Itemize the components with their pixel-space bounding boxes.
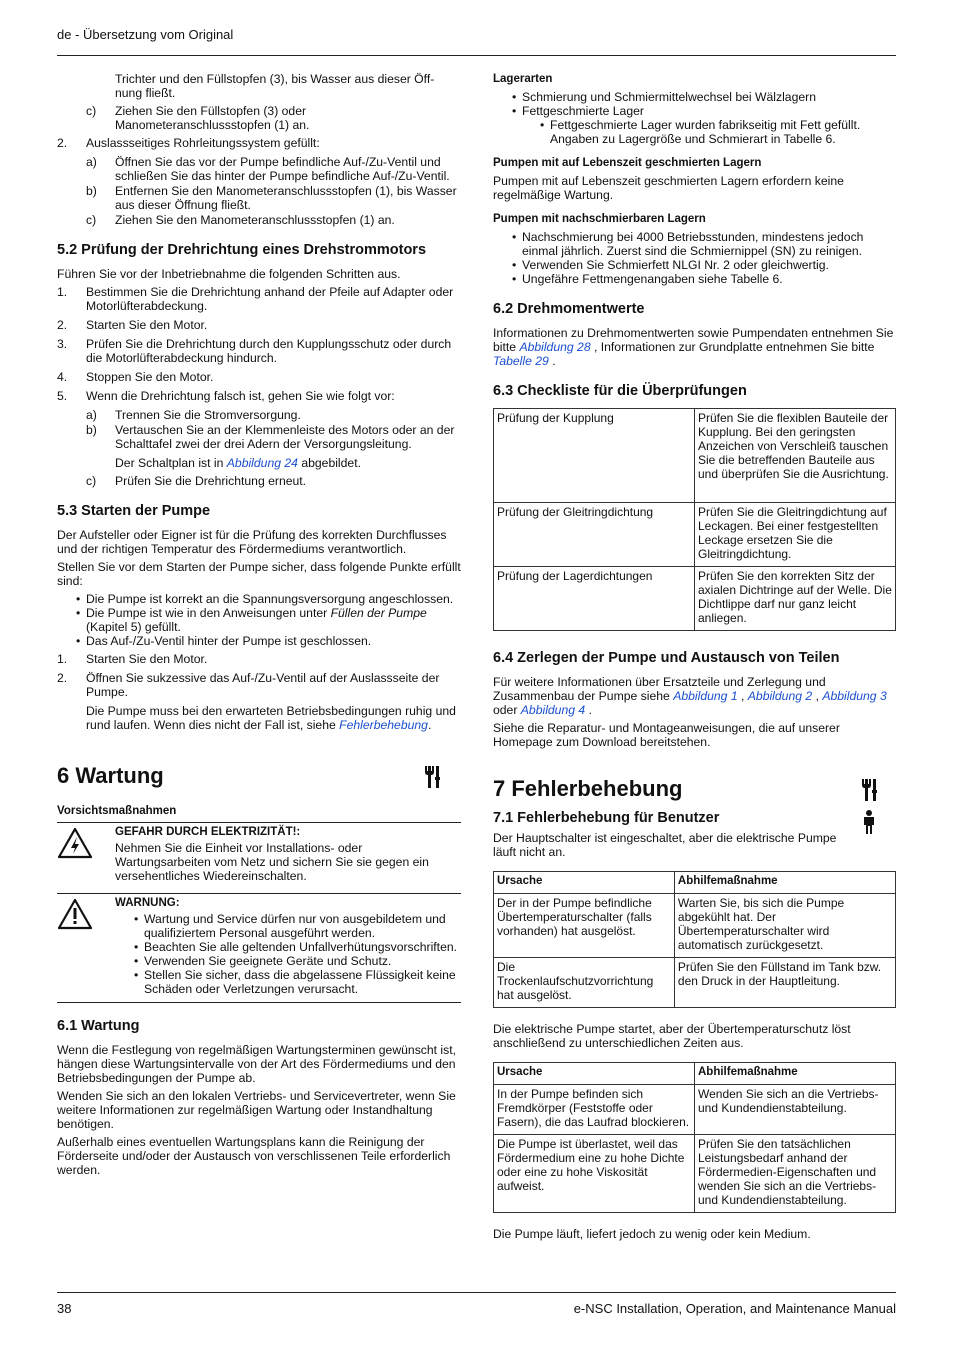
link-fehlerbehebung[interactable]: Fehlerbehebung bbox=[339, 718, 428, 732]
list-item: 2. Starten Sie den Motor. bbox=[57, 318, 208, 332]
paragraph: Informationen zu Drehmomentwerten sowie Pumpendaten entnehmen Sie bitte Abbildung 28 , Informationen zur Grundplatte entnehmen Sie bitte Tabelle 29 . bbox=[493, 326, 894, 368]
list-item: c) Prüfen Sie die Drehrichtung erneut. bbox=[86, 474, 307, 488]
chapter-title-7: 7 Fehlerbehebung bbox=[493, 776, 683, 801]
subheading-vorsicht: Vorsichtsmaßnahmen bbox=[57, 805, 177, 817]
bullet-item: • Wartung und Service dürfen nur von ausgebildetem und qualifiziertem Personal ausgeführt werden. bbox=[134, 912, 461, 940]
table-cell: Der in der Pumpe befindliche Übertemperaturschalter (falls vorhanden) hat ausgelöst. bbox=[494, 894, 675, 958]
paragraph: Die Pumpe läuft, liefert jedoch zu wenig oder kein Medium. bbox=[493, 1227, 811, 1241]
list-item: 4. Stoppen Sie den Motor. bbox=[57, 370, 214, 384]
list-item: a) Trennen Sie die Stromversorgung. bbox=[86, 408, 301, 422]
paragraph: Der Hauptschalter ist eingeschaltet, aber die elektrische Pumpe läuft nicht an. bbox=[493, 831, 837, 859]
list-item: c) Ziehen Sie den Manometeranschlussstopfen (1) an. bbox=[86, 213, 395, 227]
section-title-5-2: 5.2 Prüfung der Drehrichtung eines Drehstrommotors bbox=[57, 242, 427, 258]
table-cell: Die Trockenlaufschutzvorrichtung hat ausgelöst. bbox=[494, 958, 675, 1008]
section-title-6-1: 6.1 Wartung bbox=[57, 1018, 140, 1034]
bullet-item: • Ungefähre Fettmengenangaben siehe Tabelle 6. bbox=[512, 272, 896, 286]
troubleshooting-table-2 bbox=[493, 1062, 896, 1213]
warning-icon bbox=[57, 898, 93, 933]
table-header: Abhilfemaßnahme bbox=[695, 1063, 896, 1085]
table-cell: Prüfen Sie den korrekten Sitz der axialen Dichtringe auf der Welle. Die Dichtlippe darf nur ganz leicht anliegen. bbox=[695, 567, 896, 631]
table-cell: Wenden Sie sich an die Vertriebs- und Kundendienstabteilung. bbox=[695, 1085, 896, 1135]
table-header-row bbox=[494, 872, 896, 894]
electric-hazard-icon bbox=[57, 827, 93, 862]
bullet-item: • Fettgeschmierte Lager wurden fabrikseitig mit Fett gefüllt. Angaben zu Lagergröße und Schmierart in Tabelle 6. bbox=[540, 118, 896, 146]
subsection-7-1 bbox=[493, 809, 896, 859]
paragraph: Der Schaltplan ist in Abbildung 24 abgebildet. bbox=[115, 456, 361, 470]
list-item: 5. Wenn die Drehrichtung falsch ist, gehen Sie wie folgt vor: bbox=[57, 389, 395, 403]
paragraph: Außerhalb eines eventuellen Wartungsplans kann die Reinigung der Förderseite und/oder der Austausch von verschlissenen Teile erforderlich werden. bbox=[57, 1135, 451, 1177]
left-column bbox=[57, 72, 461, 1181]
paragraph: Die Pumpe muss bei den erwarteten Betriebsbedingungen ruhig und rund laufen. Wenn dies nicht der Fall ist, siehe Fehlerbehebung. bbox=[86, 704, 456, 732]
table-row bbox=[494, 409, 896, 503]
link-abbildung-1[interactable]: Abbildung 1 bbox=[673, 689, 738, 703]
danger-title: GEFAHR DURCH ELEKTRIZITÄT!: bbox=[115, 826, 301, 838]
table-cell: Prüfen Sie die Gleitringdichtung auf Leckagen. Bei einer festgestellten Leckage ersetzen Sie die Gleitringdichtung. bbox=[695, 503, 896, 567]
paragraph: Für weitere Informationen über Ersatzteile und Zerlegung und Zusammenbau der Pumpe siehe Abbildung 1 , Abbildung 2 , Abbildung 3 oder Abbildung 4 . bbox=[493, 675, 887, 717]
tools-icon bbox=[423, 764, 441, 793]
bullet-item: • Stellen Sie sicher, dass die abgelassene Flüssigkeit keine Schäden oder Verletzungen verursacht. bbox=[134, 968, 461, 996]
link-abbildung-2[interactable]: Abbildung 2 bbox=[747, 689, 813, 703]
table-cell: Prüfen Sie den Füllstand im Tank bzw. den Druck in der Hauptleitung. bbox=[674, 958, 895, 1008]
table-cell: In der Pumpe befinden sich Fremdkörper (Feststoffe oder Fasern), die das Laufrad blockieren. bbox=[494, 1085, 695, 1135]
paragraph: Die elektrische Pumpe startet, aber der Übertemperaturschutz löst anschließend zu unterschiedlichen Zeiten aus. bbox=[493, 1022, 851, 1050]
continued-text: Trichter und den Füllstopfen (3), bis Wasser aus dieser Öff-nung fließt. bbox=[115, 72, 435, 100]
table-row bbox=[494, 503, 896, 567]
table-cell: Prüfung der Lagerdichtungen bbox=[494, 567, 695, 631]
paragraph: Pumpen mit auf Lebenszeit geschmierten Lagern erfordern keine regelmäßige Wartung. bbox=[493, 174, 844, 202]
chapter-heading bbox=[493, 775, 896, 803]
paragraph: Führen Sie vor der Inbetriebnahme die folgenden Schritten aus. bbox=[57, 267, 401, 281]
bullet-item: • Das Auf-/Zu-Ventil hinter der Pumpe ist geschlossen. bbox=[76, 634, 461, 648]
table-header: Ursache bbox=[494, 1063, 695, 1085]
bullet-item: • Verwenden Sie Schmierfett NLGI Nr. 2 oder gleichwertig. bbox=[512, 258, 896, 272]
list-item: b) Entfernen Sie den Manometeranschlussstopfen (1), bis Wasser aus dieser Öffnung fließt. bbox=[86, 184, 457, 212]
list-item: 2. Öffnen Sie sukzessive das Auf-/Zu-Ventil auf der Auslassseite der Pumpe. bbox=[57, 671, 440, 699]
bullet-item: • Schmierung und Schmiermittelwechsel bei Wälzlagern bbox=[512, 90, 896, 104]
link-abbildung-3[interactable]: Abbildung 3 bbox=[822, 689, 887, 703]
bullet-item: • Die Pumpe ist wie in den Anweisungen unter Füllen der Pumpe (Kapitel 5) gefüllt. bbox=[76, 606, 461, 634]
list-item: c) Ziehen Sie den Füllstopfen (3) oder Manometeranschlussstopfen (1) an. bbox=[86, 104, 310, 132]
paragraph: Siehe die Reparatur- und Montageanweisungen, die auf unserer Homepage zum Download bereitstehen. bbox=[493, 721, 840, 749]
section-title-6-4: 6.4 Zerlegen der Pumpe und Austausch von Teilen bbox=[493, 650, 840, 666]
table-row bbox=[494, 1085, 896, 1135]
page-number: 38 bbox=[57, 1301, 72, 1316]
right-column bbox=[493, 72, 896, 1245]
list-item: b) Vertauschen Sie an der Klemmenleiste des Motors oder an der Schalttafel zwei der drei Adern der Versorgungsleitung. bbox=[86, 423, 455, 451]
bullet-item: • Fettgeschmierte Lager bbox=[512, 104, 896, 118]
table-cell: Die Pumpe ist überlastet, weil das Fördermedium eine zu hohe Dichte oder eine zu hohe Viskosität aufweist. bbox=[494, 1135, 695, 1213]
manual-title: e-NSC Installation, Operation, and Maintenance Manual bbox=[573, 1301, 896, 1316]
link-abbildung-28[interactable]: Abbildung 28 bbox=[519, 340, 591, 354]
user-icon bbox=[862, 809, 876, 838]
list-item: 1. Bestimmen Sie die Drehrichtung anhand der Pfeile auf Adapter oder Motorlüfterabdeckung. bbox=[57, 285, 454, 313]
danger-text: Nehmen Sie die Einheit vor Installations- oder Wartungsarbeiten vom Netz und sichern Sie sie gegen ein versehentliches Wiedereinschalten. bbox=[115, 841, 429, 883]
troubleshooting-table-1 bbox=[493, 871, 896, 1008]
link-abbildung-24[interactable]: Abbildung 24 bbox=[226, 456, 298, 470]
paragraph: Wenden Sie sich an den lokalen Vertriebs- und Servicevertreter, wenn Sie weitere Informationen zur regelmäßigen Wartung oder Instandhaltung benötigen. bbox=[57, 1089, 456, 1131]
warning-box bbox=[57, 893, 461, 1003]
list-item: 2. Auslassseitiges Rohrleitungssystem gefüllt: bbox=[57, 136, 320, 150]
footer-rule bbox=[57, 1292, 896, 1293]
table-header-row bbox=[494, 1063, 896, 1085]
subheading-lebenszeit: Pumpen mit auf Lebenszeit geschmierten Lagern bbox=[493, 157, 762, 169]
paragraph: Stellen Sie vor dem Starten der Pumpe sicher, dass folgende Punkte erfüllt sind: bbox=[57, 560, 461, 588]
tools-icon bbox=[860, 777, 878, 806]
section-title-5-3: 5.3 Starten der Pumpe bbox=[57, 503, 211, 519]
list-item: 1. Starten Sie den Motor. bbox=[57, 652, 208, 666]
subheading-lagerarten: Lagerarten bbox=[493, 73, 553, 85]
table-header: Ursache bbox=[494, 872, 675, 894]
list-item: 3. Prüfen Sie die Drehrichtung durch den Kupplungsschutz oder durch die Motorlüfterabdeckung hindurch. bbox=[57, 337, 452, 365]
link-abbildung-4[interactable]: Abbildung 4 bbox=[520, 703, 586, 717]
table-cell: Prüfen Sie die flexiblen Bauteile der Kupplung. Bei den geringsten Anzeichen von Verschleiß tauschen Sie die betreffenden Bauteile aus und überprüfen Sie die Ausrichtung. bbox=[695, 409, 896, 503]
table-cell: Prüfung der Gleitringdichtung bbox=[494, 503, 695, 567]
table-cell: Warten Sie, bis sich die Pumpe abgekühlt hat. Der Übertemperaturschalter wird automatisch zurückgesetzt. bbox=[674, 894, 895, 958]
section-title-7-1: 7.1 Fehlerbehebung für Benutzer bbox=[493, 810, 720, 826]
link-tabelle-29[interactable]: Tabelle 29 bbox=[493, 354, 549, 368]
table-row bbox=[494, 567, 896, 631]
chapter-title-6: 6 Wartung bbox=[57, 763, 164, 788]
table-cell: Prüfen Sie den tatsächlichen Leistungsbedarf anhand der Fördermedien-Eigenschaften und wenden Sie sich an die Vertriebs- und Kundendienstabteilung. bbox=[695, 1135, 896, 1213]
header-rule bbox=[57, 55, 896, 56]
bullet-item: • Die Pumpe ist korrekt an die Spannungsversorgung angeschlossen. bbox=[76, 592, 461, 606]
paragraph: Der Aufsteller oder Eigner ist für die Prüfung des korrekten Durchflusses und der richtigen Temperatur des Fördermediums verantwortlich. bbox=[57, 528, 447, 556]
table-header: Abhilfemaßnahme bbox=[674, 872, 895, 894]
list-item: a) Öffnen Sie das vor der Pumpe befindliche Auf-/Zu-Ventil und schließen Sie das hinter der Pumpe befindliche Auf-/Zu-Ventil. bbox=[86, 155, 450, 183]
paragraph: Wenn die Festlegung von regelmäßigen Wartungsterminen gewünscht ist, hängen diese Wartungsintervalle von der Art des Fördermediums und den Betriebsbedingungen der Pumpe ab. bbox=[57, 1043, 457, 1085]
table-row bbox=[494, 894, 896, 958]
bullet-item: • Beachten Sie alle geltenden Unfallverhütungsvorschriften. bbox=[134, 940, 461, 954]
chapter-heading bbox=[57, 762, 461, 790]
danger-box bbox=[57, 822, 461, 889]
table-cell: Prüfung der Kupplung bbox=[494, 409, 695, 503]
section-title-6-2: 6.2 Drehmomentwerte bbox=[493, 301, 645, 317]
section-title-6-3: 6.3 Checkliste für die Überprüfungen bbox=[493, 383, 747, 399]
bullet-item: • Verwenden Sie geeignete Geräte und Schutz. bbox=[134, 954, 461, 968]
table-row bbox=[494, 1135, 896, 1213]
bullet-item: • Nachschmierung bei 4000 Betriebsstunden, mindestens jedoch einmal jährlich. Zuerst sind die Schmiernippel (SN) zu reinigen. bbox=[512, 230, 896, 258]
subheading-nachschmierbar: Pumpen mit nachschmierbaren Lagern bbox=[493, 213, 706, 225]
page-header: de - Übersetzung vom Original bbox=[57, 27, 234, 42]
warning-title: WARNUNG: bbox=[115, 897, 180, 909]
table-row bbox=[494, 958, 896, 1008]
checklist-table bbox=[493, 408, 896, 631]
